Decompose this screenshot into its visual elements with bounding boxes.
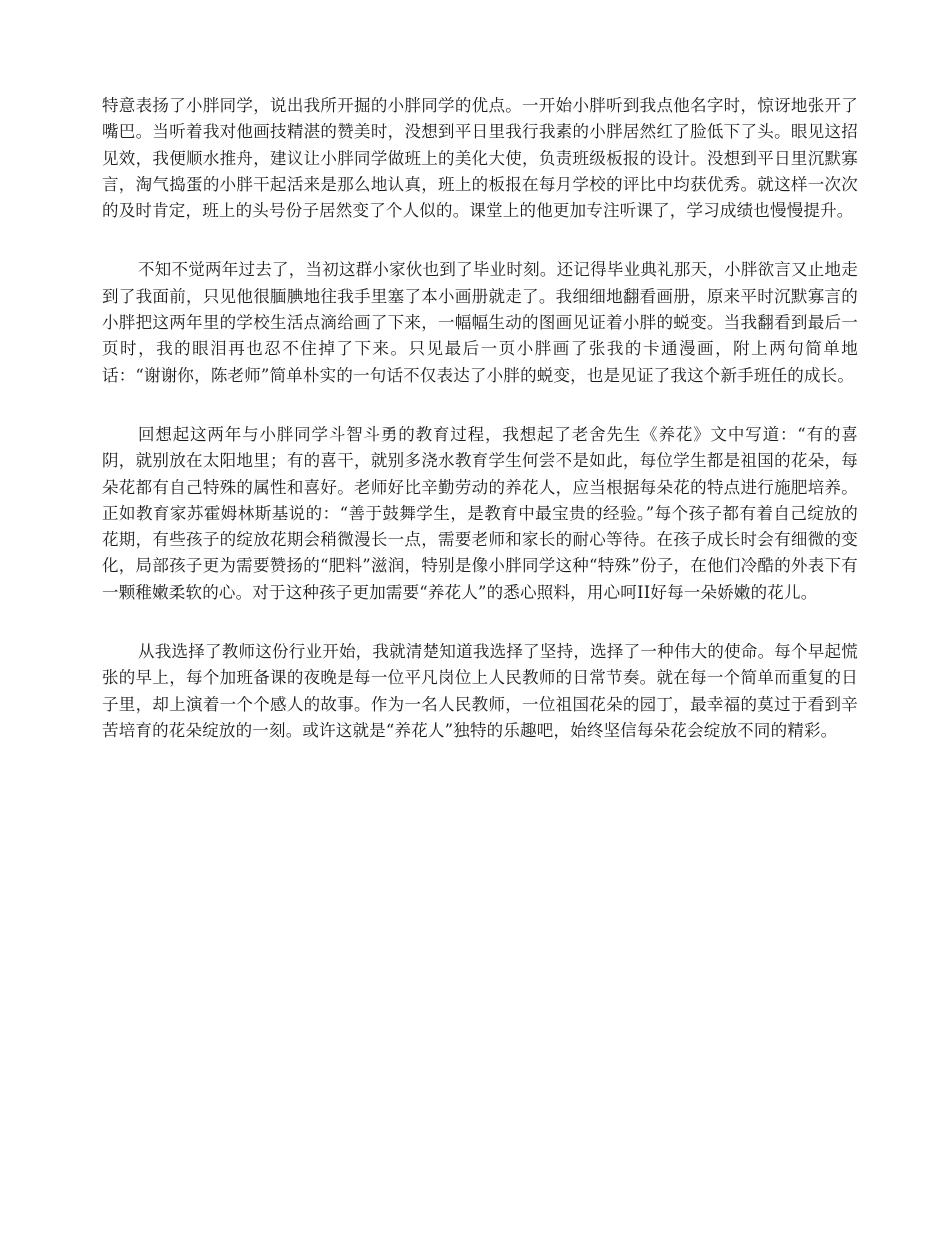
document-page	[102, 93, 858, 777]
paragraph-3: 回想起这两年与小胖同学斗智斗勇的教育过程，我想起了老舍先生《养花》文中写道：“有的喜阴，就别放在太阳地里；有的喜干，就别多浇水教育学生何尝不是如此，每位学生都是祖国的花朵，每朵花都有自己特殊的属性和喜好。老师好比辛勤劳动的养花人，应当根据每朵花的特点进行施肥培养。正如教育家苏霍姆林斯基说的：“善于鼓舞学生，是教育中最宝贵的经验。”每个孩子都有着自己绽放的花期，有些孩子的绽放花期会稍微漫长一点，需要老师和家长的耐心等待。在孩子成长时会有细微的变化，局部孩子更为需要赞扬的“肥料”滋润，特别是像小胖同学这种“特殊”份子，在他们冷酷的外表下有一颗稚嫩柔软的心。对于这种孩子更加需要“养花人”的悉心照料，用心呵II好每一朵娇嫩的花儿。	[102, 424, 858, 602]
paragraph-2: 不知不觉两年过去了，当初这群小家伙也到了毕业时刻。还记得毕业典礼那天，小胖欲言又止地走到了我面前，只见他很腼腆地往我手里塞了本小画册就走了。我细细地翻看画册，原来平时沉默寡言的小胖把这两年里的学校生活点滴给画了下来，一幅幅生动的图画见证着小胖的蜕变。当我翻看到最后一页时，我的眼泪再也忍不住掉了下来。只见最后一页小胖画了张我的卡通漫画，附上两句简单地话：“谢谢你，陈老师”简单朴实的一句话不仅表达了小胖的蜕变，也是见证了我这个新手班任的成长。	[102, 260, 858, 385]
paragraph-1: 特意表扬了小胖同学，说出我所开掘的小胖同学的优点。一开始小胖听到我点他名字时，惊讶地张开了嘴巴。当听着我对他画技精湛的赞美时，没想到平日里我行我素的小胖居然红了脸低下了头。眼见这招见效，我便顺水推舟，建议让小胖同学做班上的美化大使，负责班级板报的设计。没想到平日里沉默寡言，淘气捣蛋的小胖干起活来是那么地认真，班上的板报在每月学校的评比中均获优秀。就这样一次次的及时肯定，班上的头号份子居然变了个人似的。课堂上的他更加专注听课了，学习成绩也慢慢提升。	[102, 96, 858, 221]
paragraph-4: 从我选择了教师这份行业开始，我就清楚知道我选择了坚持，选择了一种伟大的使命。每个早起慌张的早上，每个加班备课的夜晚是每一位平凡岗位上人民教师的日常节奏。就在每一个简单而重复的日子里，却上演着一个个感人的故事。作为一名人民教师，一位祖国花朵的园丁，最幸福的莫过于看到辛苦培育的花朵绽放的一刻。或许这就是“养花人”独特的乐趣吧，始终坚信每朵花会绽放不同的精彩。	[102, 642, 858, 740]
